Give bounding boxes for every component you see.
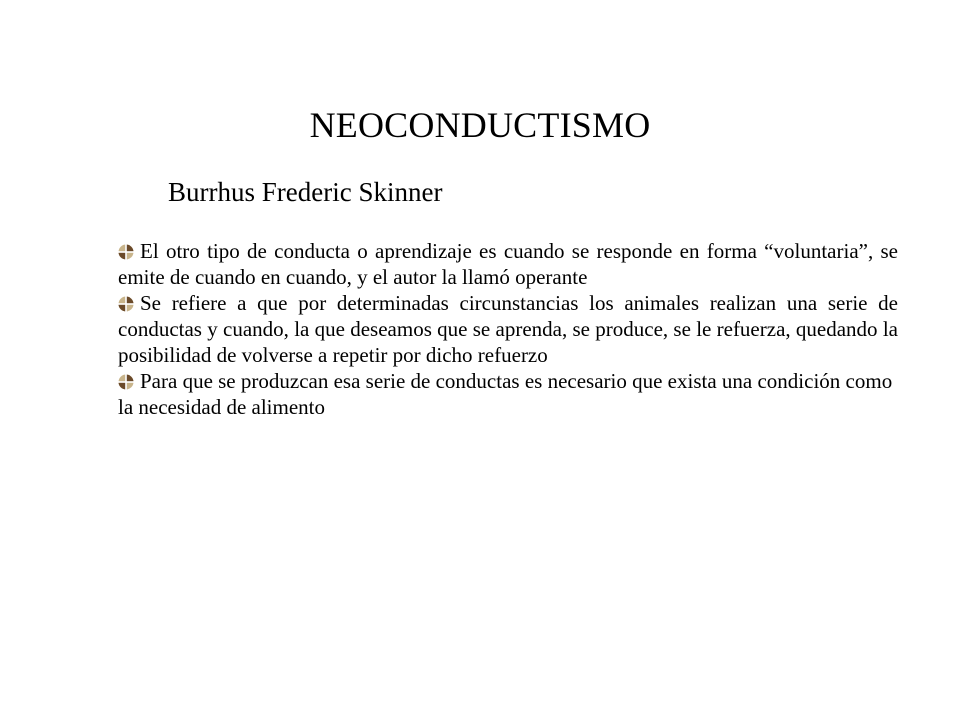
four-petal-bullet-icon (118, 374, 134, 390)
bullet-text: Se refiere a que por determinadas circunstancias los animales realizan una serie de conductas y cuando, la que deseamos que se aprenda, se produce, se le refuerza, quedando la posibilidad de volverse a repetir por dicho refuerzo (118, 291, 898, 367)
bullet-item (118, 238, 898, 290)
bullet-item (118, 290, 898, 368)
four-petal-bullet-icon (118, 244, 134, 260)
bullet-list (118, 238, 898, 420)
four-petal-bullet-icon (118, 296, 134, 312)
bullet-text: Para que se produzcan esa serie de conductas es necesario que exista una condición como la necesidad de alimento (118, 369, 893, 419)
slide-subtitle: Burrhus Frederic Skinner (168, 177, 443, 207)
bullet-text: El otro tipo de conducta o aprendizaje es cuando se responde en forma “voluntaria”, se emite de cuando en cuando, y el autor la llamó operante (118, 239, 898, 289)
bullet-item (118, 368, 898, 420)
slide-title: NEOCONDUCTISMO (309, 105, 651, 145)
